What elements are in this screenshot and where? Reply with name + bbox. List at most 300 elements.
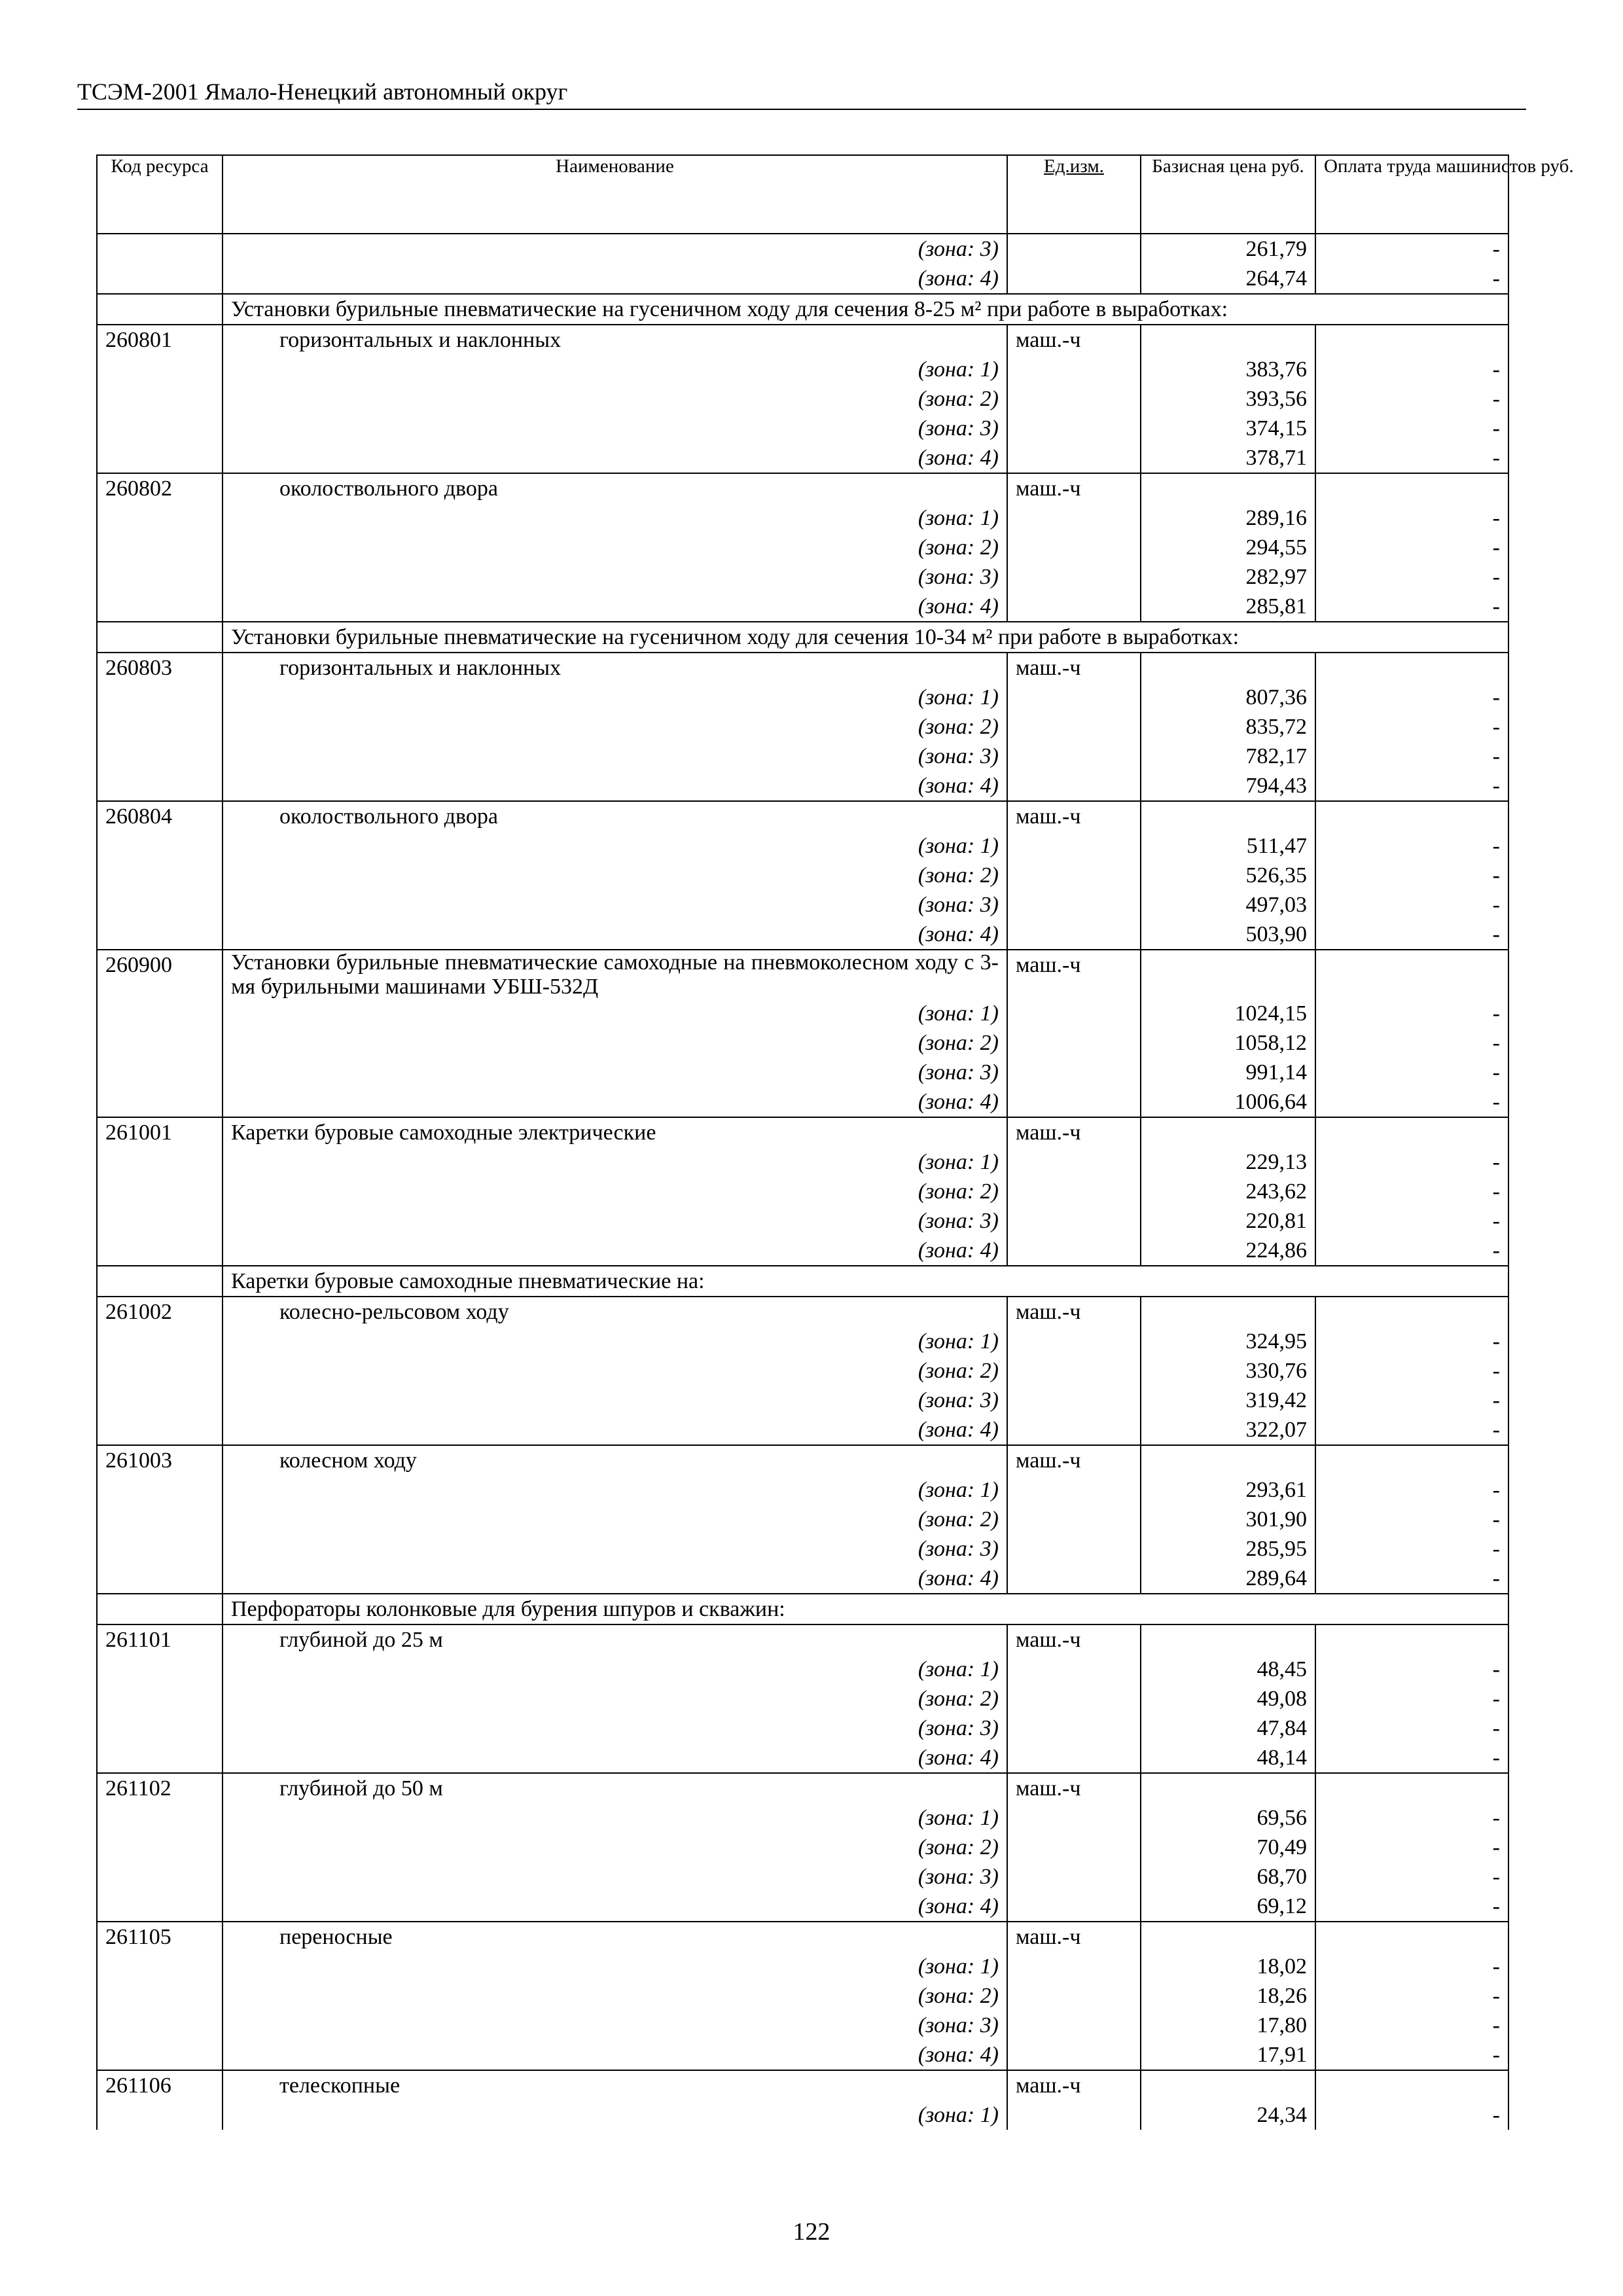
zone-pay: - bbox=[1315, 1058, 1508, 1087]
zone-label: (зона: 1) bbox=[223, 2100, 1007, 2130]
pay-cell bbox=[1315, 1922, 1508, 1952]
resource-unit: маш.-ч bbox=[1007, 801, 1141, 831]
zone-row bbox=[97, 2100, 1508, 2130]
zone-price: 70,49 bbox=[1141, 1833, 1315, 1862]
zone-row bbox=[97, 1356, 1508, 1386]
resource-row bbox=[97, 801, 1508, 831]
group-heading: Установки бурильные пневматические на гусеничном ходу для сечения 8-25 м² при работе в выработках: bbox=[223, 294, 1508, 325]
zone-price: 991,14 bbox=[1141, 1058, 1315, 1087]
resource-code: 260803 bbox=[97, 653, 223, 683]
zone-price: 68,70 bbox=[1141, 1862, 1315, 1892]
zone-price: 264,74 bbox=[1141, 264, 1315, 294]
zone-label: (зона: 2) bbox=[223, 384, 1007, 414]
unit-cell bbox=[1007, 1505, 1141, 1534]
code-cell bbox=[97, 503, 223, 533]
zone-pay: - bbox=[1315, 2011, 1508, 2040]
code-cell bbox=[97, 1415, 223, 1445]
zone-pay: - bbox=[1315, 1684, 1508, 1713]
code-cell bbox=[97, 355, 223, 384]
code-cell bbox=[97, 414, 223, 443]
zone-label: (зона: 3) bbox=[223, 1713, 1007, 1743]
unit-cell bbox=[1007, 890, 1141, 920]
unit-cell bbox=[1007, 683, 1141, 712]
code-cell bbox=[97, 562, 223, 592]
zone-price: 282,97 bbox=[1141, 562, 1315, 592]
zone-label: (зона: 4) bbox=[223, 443, 1007, 473]
zone-label: (зона: 1) bbox=[223, 1655, 1007, 1684]
unit-cell bbox=[1007, 1981, 1141, 2011]
resource-price-table bbox=[96, 154, 1574, 2130]
resource-name: колесном ходу bbox=[223, 1445, 1007, 1475]
unit-cell bbox=[1007, 1475, 1141, 1505]
zone-row bbox=[97, 264, 1508, 294]
code-cell bbox=[97, 1655, 223, 1684]
zone-label: (зона: 3) bbox=[223, 1534, 1007, 1564]
zone-pay: - bbox=[1315, 1087, 1508, 1117]
zone-label: (зона: 3) bbox=[223, 1862, 1007, 1892]
zone-price: 293,61 bbox=[1141, 1475, 1315, 1505]
zone-price: 322,07 bbox=[1141, 1415, 1315, 1445]
code-cell bbox=[97, 999, 223, 1028]
zone-pay: - bbox=[1315, 1952, 1508, 1981]
zone-label: (зона: 1) bbox=[223, 355, 1007, 384]
zone-row bbox=[97, 592, 1508, 622]
resource-name: горизонтальных и наклонных bbox=[223, 653, 1007, 683]
resource-unit: маш.-ч bbox=[1007, 1117, 1141, 1147]
resource-code: 261001 bbox=[97, 1117, 223, 1147]
zone-row bbox=[97, 234, 1508, 264]
unit-cell bbox=[1007, 771, 1141, 801]
resource-row bbox=[97, 473, 1508, 503]
code-cell bbox=[97, 2011, 223, 2040]
zone-label: (зона: 2) bbox=[223, 1177, 1007, 1206]
zone-row bbox=[97, 831, 1508, 861]
zone-pay: - bbox=[1315, 1177, 1508, 1206]
zone-label: (зона: 3) bbox=[223, 742, 1007, 771]
pay-cell bbox=[1315, 473, 1508, 503]
code-cell bbox=[97, 1266, 223, 1297]
pay-cell bbox=[1315, 1773, 1508, 1803]
zone-price: 49,08 bbox=[1141, 1684, 1315, 1713]
code-cell bbox=[97, 1803, 223, 1833]
zone-pay: - bbox=[1315, 264, 1508, 294]
zone-row bbox=[97, 920, 1508, 950]
zone-label: (зона: 1) bbox=[223, 1803, 1007, 1833]
zone-price: 17,91 bbox=[1141, 2040, 1315, 2070]
price-cell bbox=[1141, 473, 1315, 503]
col-header-pay: Оплата труда машинистов руб. bbox=[1315, 155, 1508, 234]
unit-cell bbox=[1007, 1087, 1141, 1117]
code-cell bbox=[97, 742, 223, 771]
resource-name: Установки бурильные пневматические самоходные на пневмоколесном ходу с 3-мя бурильными машинами УБШ-532Д bbox=[223, 950, 1007, 999]
zone-label: (зона: 4) bbox=[223, 1743, 1007, 1773]
code-cell bbox=[97, 1534, 223, 1564]
unit-cell bbox=[1007, 1206, 1141, 1236]
zone-pay: - bbox=[1315, 1356, 1508, 1386]
unit-cell bbox=[1007, 1356, 1141, 1386]
resource-name: колесно-рельсовом ходу bbox=[223, 1297, 1007, 1327]
code-cell bbox=[97, 861, 223, 890]
unit-cell bbox=[1007, 1236, 1141, 1266]
unit-cell bbox=[1007, 355, 1141, 384]
zone-label: (зона: 4) bbox=[223, 1087, 1007, 1117]
price-cell bbox=[1141, 1773, 1315, 1803]
zone-price: 503,90 bbox=[1141, 920, 1315, 950]
code-cell bbox=[97, 592, 223, 622]
zone-pay: - bbox=[1315, 1981, 1508, 2011]
resource-name: переносные bbox=[223, 1922, 1007, 1952]
resource-unit: маш.-ч bbox=[1007, 1922, 1141, 1952]
zone-row bbox=[97, 414, 1508, 443]
pay-cell bbox=[1315, 2070, 1508, 2100]
resource-name: глубиной до 25 м bbox=[223, 1624, 1007, 1655]
zone-pay: - bbox=[1315, 683, 1508, 712]
zone-row bbox=[97, 355, 1508, 384]
zone-row bbox=[97, 1087, 1508, 1117]
zone-label: (зона: 3) bbox=[223, 2011, 1007, 2040]
unit-cell bbox=[1007, 1892, 1141, 1922]
zone-price: 511,47 bbox=[1141, 831, 1315, 861]
code-cell bbox=[97, 831, 223, 861]
zone-pay: - bbox=[1315, 1236, 1508, 1266]
zone-price: 24,34 bbox=[1141, 2100, 1315, 2130]
resource-code: 260801 bbox=[97, 325, 223, 355]
code-cell bbox=[97, 443, 223, 473]
unit-cell bbox=[1007, 533, 1141, 562]
price-cell bbox=[1141, 1445, 1315, 1475]
zone-price: 261,79 bbox=[1141, 234, 1315, 264]
code-cell bbox=[97, 294, 223, 325]
unit-cell bbox=[1007, 920, 1141, 950]
code-cell bbox=[97, 1743, 223, 1773]
price-cell bbox=[1141, 653, 1315, 683]
unit-cell bbox=[1007, 384, 1141, 414]
zone-price: 835,72 bbox=[1141, 712, 1315, 742]
price-cell bbox=[1141, 1624, 1315, 1655]
resource-row bbox=[97, 1922, 1508, 1952]
code-cell bbox=[97, 1862, 223, 1892]
zone-row bbox=[97, 1862, 1508, 1892]
zone-pay: - bbox=[1315, 1415, 1508, 1445]
pay-cell bbox=[1315, 1117, 1508, 1147]
table-header-row bbox=[97, 155, 1508, 234]
code-cell bbox=[97, 1386, 223, 1415]
code-cell bbox=[97, 1564, 223, 1594]
zone-label: (зона: 1) bbox=[223, 1147, 1007, 1177]
resource-row bbox=[97, 325, 1508, 355]
resource-unit: маш.-ч bbox=[1007, 653, 1141, 683]
code-cell bbox=[97, 1087, 223, 1117]
resource-unit: маш.-ч bbox=[1007, 950, 1141, 999]
zone-price: 18,02 bbox=[1141, 1952, 1315, 1981]
zone-pay: - bbox=[1315, 592, 1508, 622]
running-header: ТСЭМ-2001 Ямало-Ненецкий автономный округ bbox=[77, 77, 1526, 110]
zone-price: 18,26 bbox=[1141, 1981, 1315, 2011]
group-heading: Каретки буровые самоходные пневматические на: bbox=[223, 1266, 1508, 1297]
zone-row bbox=[97, 2040, 1508, 2070]
zone-pay: - bbox=[1315, 503, 1508, 533]
code-cell bbox=[97, 1892, 223, 1922]
unit-cell bbox=[1007, 592, 1141, 622]
unit-cell bbox=[1007, 831, 1141, 861]
resource-unit: маш.-ч bbox=[1007, 2070, 1141, 2100]
unit-cell bbox=[1007, 1147, 1141, 1177]
zone-row bbox=[97, 1505, 1508, 1534]
resource-code: 260900 bbox=[97, 950, 223, 999]
resource-row bbox=[97, 653, 1508, 683]
code-cell bbox=[97, 2100, 223, 2130]
zone-price: 324,95 bbox=[1141, 1327, 1315, 1356]
zone-label: (зона: 2) bbox=[223, 712, 1007, 742]
pay-cell bbox=[1315, 325, 1508, 355]
zone-row bbox=[97, 683, 1508, 712]
zone-price: 378,71 bbox=[1141, 443, 1315, 473]
zone-price: 48,45 bbox=[1141, 1655, 1315, 1684]
unit-cell bbox=[1007, 234, 1141, 264]
zone-label: (зона: 4) bbox=[223, 2040, 1007, 2070]
resource-row bbox=[97, 1773, 1508, 1803]
zone-label: (зона: 2) bbox=[223, 1356, 1007, 1386]
unit-cell bbox=[1007, 414, 1141, 443]
zone-pay: - bbox=[1315, 1505, 1508, 1534]
zone-row bbox=[97, 1892, 1508, 1922]
code-cell bbox=[97, 1713, 223, 1743]
unit-cell bbox=[1007, 1028, 1141, 1058]
unit-cell bbox=[1007, 1327, 1141, 1356]
resource-code: 260804 bbox=[97, 801, 223, 831]
unit-cell bbox=[1007, 742, 1141, 771]
zone-price: 289,64 bbox=[1141, 1564, 1315, 1594]
zone-label: (зона: 1) bbox=[223, 1475, 1007, 1505]
zone-row bbox=[97, 1564, 1508, 1594]
resource-name: околоствольного двора bbox=[223, 473, 1007, 503]
price-cell bbox=[1141, 950, 1315, 999]
zone-price: 229,13 bbox=[1141, 1147, 1315, 1177]
zone-row bbox=[97, 1147, 1508, 1177]
unit-cell bbox=[1007, 1415, 1141, 1445]
zone-label: (зона: 3) bbox=[223, 234, 1007, 264]
zone-row bbox=[97, 1803, 1508, 1833]
zone-label: (зона: 4) bbox=[223, 1236, 1007, 1266]
code-cell bbox=[97, 1147, 223, 1177]
resource-unit: маш.-ч bbox=[1007, 473, 1141, 503]
unit-cell bbox=[1007, 2100, 1141, 2130]
code-cell bbox=[97, 1981, 223, 2011]
zone-price: 1006,64 bbox=[1141, 1087, 1315, 1117]
unit-cell bbox=[1007, 1803, 1141, 1833]
zone-pay: - bbox=[1315, 414, 1508, 443]
zone-label: (зона: 1) bbox=[223, 1952, 1007, 1981]
zone-price: 782,17 bbox=[1141, 742, 1315, 771]
zone-label: (зона: 4) bbox=[223, 1564, 1007, 1594]
zone-price: 330,76 bbox=[1141, 1356, 1315, 1386]
resource-code: 261002 bbox=[97, 1297, 223, 1327]
resource-name: горизонтальных и наклонных bbox=[223, 325, 1007, 355]
zone-row bbox=[97, 533, 1508, 562]
pay-cell bbox=[1315, 653, 1508, 683]
resource-name: Каретки буровые самоходные электрические bbox=[223, 1117, 1007, 1147]
zone-price: 69,12 bbox=[1141, 1892, 1315, 1922]
zone-row bbox=[97, 712, 1508, 742]
zone-row bbox=[97, 1327, 1508, 1356]
zone-row bbox=[97, 1028, 1508, 1058]
col-header-price: Базисная цена руб. bbox=[1141, 155, 1315, 234]
zone-price: 243,62 bbox=[1141, 1177, 1315, 1206]
zone-label: (зона: 2) bbox=[223, 1981, 1007, 2011]
zone-pay: - bbox=[1315, 1743, 1508, 1773]
zone-pay: - bbox=[1315, 533, 1508, 562]
zone-pay: - bbox=[1315, 890, 1508, 920]
group-heading-row bbox=[97, 294, 1508, 325]
code-cell bbox=[97, 1356, 223, 1386]
code-cell bbox=[97, 1327, 223, 1356]
zone-pay: - bbox=[1315, 2040, 1508, 2070]
resource-name: глубиной до 50 м bbox=[223, 1773, 1007, 1803]
pay-cell bbox=[1315, 801, 1508, 831]
unit-cell bbox=[1007, 1386, 1141, 1415]
code-cell bbox=[97, 622, 223, 653]
zone-price: 220,81 bbox=[1141, 1206, 1315, 1236]
zone-label: (зона: 1) bbox=[223, 503, 1007, 533]
unit-cell bbox=[1007, 1058, 1141, 1087]
zone-pay: - bbox=[1315, 1028, 1508, 1058]
zone-pay: - bbox=[1315, 1475, 1508, 1505]
code-cell bbox=[97, 712, 223, 742]
zone-row bbox=[97, 1386, 1508, 1415]
code-cell bbox=[97, 683, 223, 712]
zone-price: 285,95 bbox=[1141, 1534, 1315, 1564]
unit-cell bbox=[1007, 1862, 1141, 1892]
zone-price: 794,43 bbox=[1141, 771, 1315, 801]
resource-row bbox=[97, 2070, 1508, 2100]
price-cell bbox=[1141, 325, 1315, 355]
unit-cell bbox=[1007, 264, 1141, 294]
group-heading: Установки бурильные пневматические на гусеничном ходу для сечения 10-34 м² при работе в выработках: bbox=[223, 622, 1508, 653]
page-number: 122 bbox=[793, 2218, 830, 2246]
col-header-code: Код ресурса bbox=[97, 155, 223, 234]
zone-label: (зона: 2) bbox=[223, 1505, 1007, 1534]
zone-row bbox=[97, 999, 1508, 1028]
zone-label: (зона: 4) bbox=[223, 771, 1007, 801]
code-cell bbox=[97, 2040, 223, 2070]
resource-code: 261106 bbox=[97, 2070, 223, 2100]
zone-label: (зона: 4) bbox=[223, 592, 1007, 622]
group-heading: Перфораторы колонковые для бурения шпуров и скважин: bbox=[223, 1594, 1508, 1624]
zone-label: (зона: 3) bbox=[223, 562, 1007, 592]
zone-row bbox=[97, 1833, 1508, 1862]
zone-pay: - bbox=[1315, 443, 1508, 473]
resource-code: 261003 bbox=[97, 1445, 223, 1475]
code-cell bbox=[97, 1505, 223, 1534]
code-cell bbox=[97, 1236, 223, 1266]
resource-row bbox=[97, 950, 1508, 999]
zone-price: 285,81 bbox=[1141, 592, 1315, 622]
zone-pay: - bbox=[1315, 1147, 1508, 1177]
unit-cell bbox=[1007, 1534, 1141, 1564]
zone-label: (зона: 4) bbox=[223, 1892, 1007, 1922]
zone-price: 289,16 bbox=[1141, 503, 1315, 533]
resource-row bbox=[97, 1297, 1508, 1327]
price-cell bbox=[1141, 2070, 1315, 2100]
zone-pay: - bbox=[1315, 1803, 1508, 1833]
zone-pay: - bbox=[1315, 920, 1508, 950]
zone-row bbox=[97, 1236, 1508, 1266]
zone-price: 301,90 bbox=[1141, 1505, 1315, 1534]
zone-price: 497,03 bbox=[1141, 890, 1315, 920]
zone-price: 17,80 bbox=[1141, 2011, 1315, 2040]
zone-pay: - bbox=[1315, 2100, 1508, 2130]
resource-code: 260802 bbox=[97, 473, 223, 503]
zone-label: (зона: 2) bbox=[223, 861, 1007, 890]
code-cell bbox=[97, 384, 223, 414]
zone-pay: - bbox=[1315, 1833, 1508, 1862]
zone-label: (зона: 4) bbox=[223, 920, 1007, 950]
zone-row bbox=[97, 1534, 1508, 1564]
price-cell bbox=[1141, 801, 1315, 831]
zone-pay: - bbox=[1315, 831, 1508, 861]
group-heading-row bbox=[97, 1594, 1508, 1624]
resource-row bbox=[97, 1624, 1508, 1655]
zone-price: 1024,15 bbox=[1141, 999, 1315, 1028]
code-cell bbox=[97, 1952, 223, 1981]
zone-row bbox=[97, 2011, 1508, 2040]
zone-label: (зона: 4) bbox=[223, 1415, 1007, 1445]
code-cell bbox=[97, 1684, 223, 1713]
zone-pay: - bbox=[1315, 562, 1508, 592]
pay-cell bbox=[1315, 1624, 1508, 1655]
zone-row bbox=[97, 742, 1508, 771]
zone-pay: - bbox=[1315, 1655, 1508, 1684]
zone-price: 319,42 bbox=[1141, 1386, 1315, 1415]
unit-cell bbox=[1007, 562, 1141, 592]
code-cell bbox=[97, 771, 223, 801]
zone-price: 393,56 bbox=[1141, 384, 1315, 414]
unit-cell bbox=[1007, 1952, 1141, 1981]
zone-pay: - bbox=[1315, 861, 1508, 890]
resource-unit: маш.-ч bbox=[1007, 1773, 1141, 1803]
unit-cell bbox=[1007, 712, 1141, 742]
zone-row bbox=[97, 1475, 1508, 1505]
resource-unit: маш.-ч bbox=[1007, 1445, 1141, 1475]
unit-cell bbox=[1007, 443, 1141, 473]
price-cell bbox=[1141, 1922, 1315, 1952]
zone-pay: - bbox=[1315, 384, 1508, 414]
zone-pay: - bbox=[1315, 771, 1508, 801]
zone-label: (зона: 3) bbox=[223, 890, 1007, 920]
zone-row bbox=[97, 1743, 1508, 1773]
zone-label: (зона: 1) bbox=[223, 1327, 1007, 1356]
resource-row bbox=[97, 1117, 1508, 1147]
zone-label: (зона: 1) bbox=[223, 683, 1007, 712]
zone-price: 48,14 bbox=[1141, 1743, 1315, 1773]
unit-cell bbox=[1007, 1564, 1141, 1594]
zone-price: 294,55 bbox=[1141, 533, 1315, 562]
zone-row bbox=[97, 1684, 1508, 1713]
resource-code: 261105 bbox=[97, 1922, 223, 1952]
pay-cell bbox=[1315, 1297, 1508, 1327]
unit-cell bbox=[1007, 503, 1141, 533]
zone-price: 383,76 bbox=[1141, 355, 1315, 384]
zone-pay: - bbox=[1315, 1862, 1508, 1892]
zone-row bbox=[97, 384, 1508, 414]
zone-row bbox=[97, 1177, 1508, 1206]
code-cell bbox=[97, 533, 223, 562]
zone-price: 526,35 bbox=[1141, 861, 1315, 890]
price-cell bbox=[1141, 1297, 1315, 1327]
zone-price: 374,15 bbox=[1141, 414, 1315, 443]
unit-cell bbox=[1007, 1833, 1141, 1862]
code-cell bbox=[97, 1206, 223, 1236]
